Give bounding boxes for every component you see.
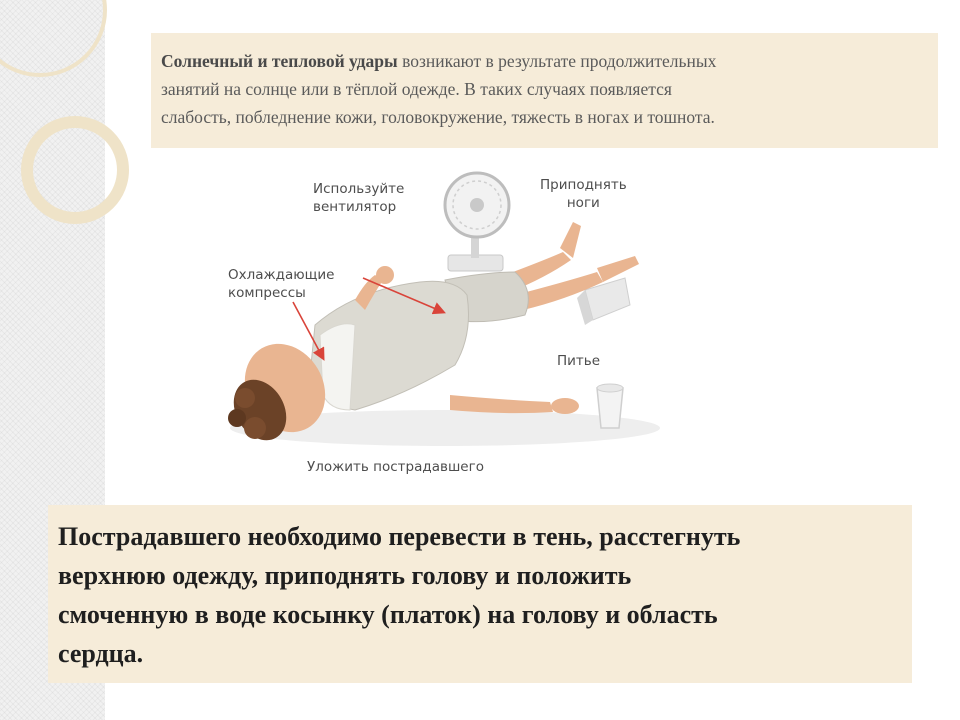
compress-towel bbox=[320, 324, 355, 410]
label-cooling-compresses-line-1: Охлаждающие bbox=[228, 267, 335, 283]
label-lay-down-victim bbox=[307, 458, 484, 476]
label-use-fan bbox=[313, 180, 404, 216]
label-raise-legs-line-1: Приподнять bbox=[540, 177, 627, 193]
instruction-text-box bbox=[48, 505, 912, 683]
intro-bold-lead: Солнечный и тепловой удары bbox=[161, 51, 398, 71]
label-raise-legs-line-2: ноги bbox=[566, 195, 600, 211]
decorative-circles bbox=[0, 0, 130, 260]
label-drink bbox=[557, 352, 600, 370]
label-cooling-compresses-line-2: компрессы bbox=[228, 285, 306, 301]
instruction-line-4: сердца. bbox=[58, 639, 144, 668]
instruction-line-2: верхнюю одежду, приподнять голову и положить bbox=[58, 561, 632, 590]
instruction-line-3: смоченную в воде косынку (платок) на голову и область bbox=[58, 600, 718, 629]
label-raise-legs bbox=[540, 176, 627, 212]
water-glass bbox=[597, 384, 623, 428]
instruction-line-1: Пострадавшего необходимо перевести в тень, расстегнуть bbox=[58, 522, 741, 551]
extended-arm bbox=[450, 395, 579, 414]
label-cooling-compresses bbox=[228, 266, 334, 302]
intro-line-1 bbox=[161, 47, 926, 75]
label-lay-down-text: Уложить пострадавшего bbox=[307, 459, 484, 475]
intro-text-box bbox=[151, 33, 938, 148]
intro-line-2: занятий на солнце или в тёплой одежде. В таких случаях появляется bbox=[161, 79, 672, 99]
intro-line-3: слабость, побледнение кожи, головокружение, тяжесть в ногах и тошнота. bbox=[161, 107, 715, 127]
label-use-fan-line-1: Используйте bbox=[313, 181, 405, 197]
label-drink-text: Питье bbox=[557, 353, 601, 369]
fan bbox=[445, 173, 509, 271]
intro-line-1-rest: возникают в результате продолжительных bbox=[397, 51, 717, 71]
label-use-fan-line-2: вентилятор bbox=[313, 199, 397, 215]
first-aid-illustration bbox=[205, 160, 695, 495]
